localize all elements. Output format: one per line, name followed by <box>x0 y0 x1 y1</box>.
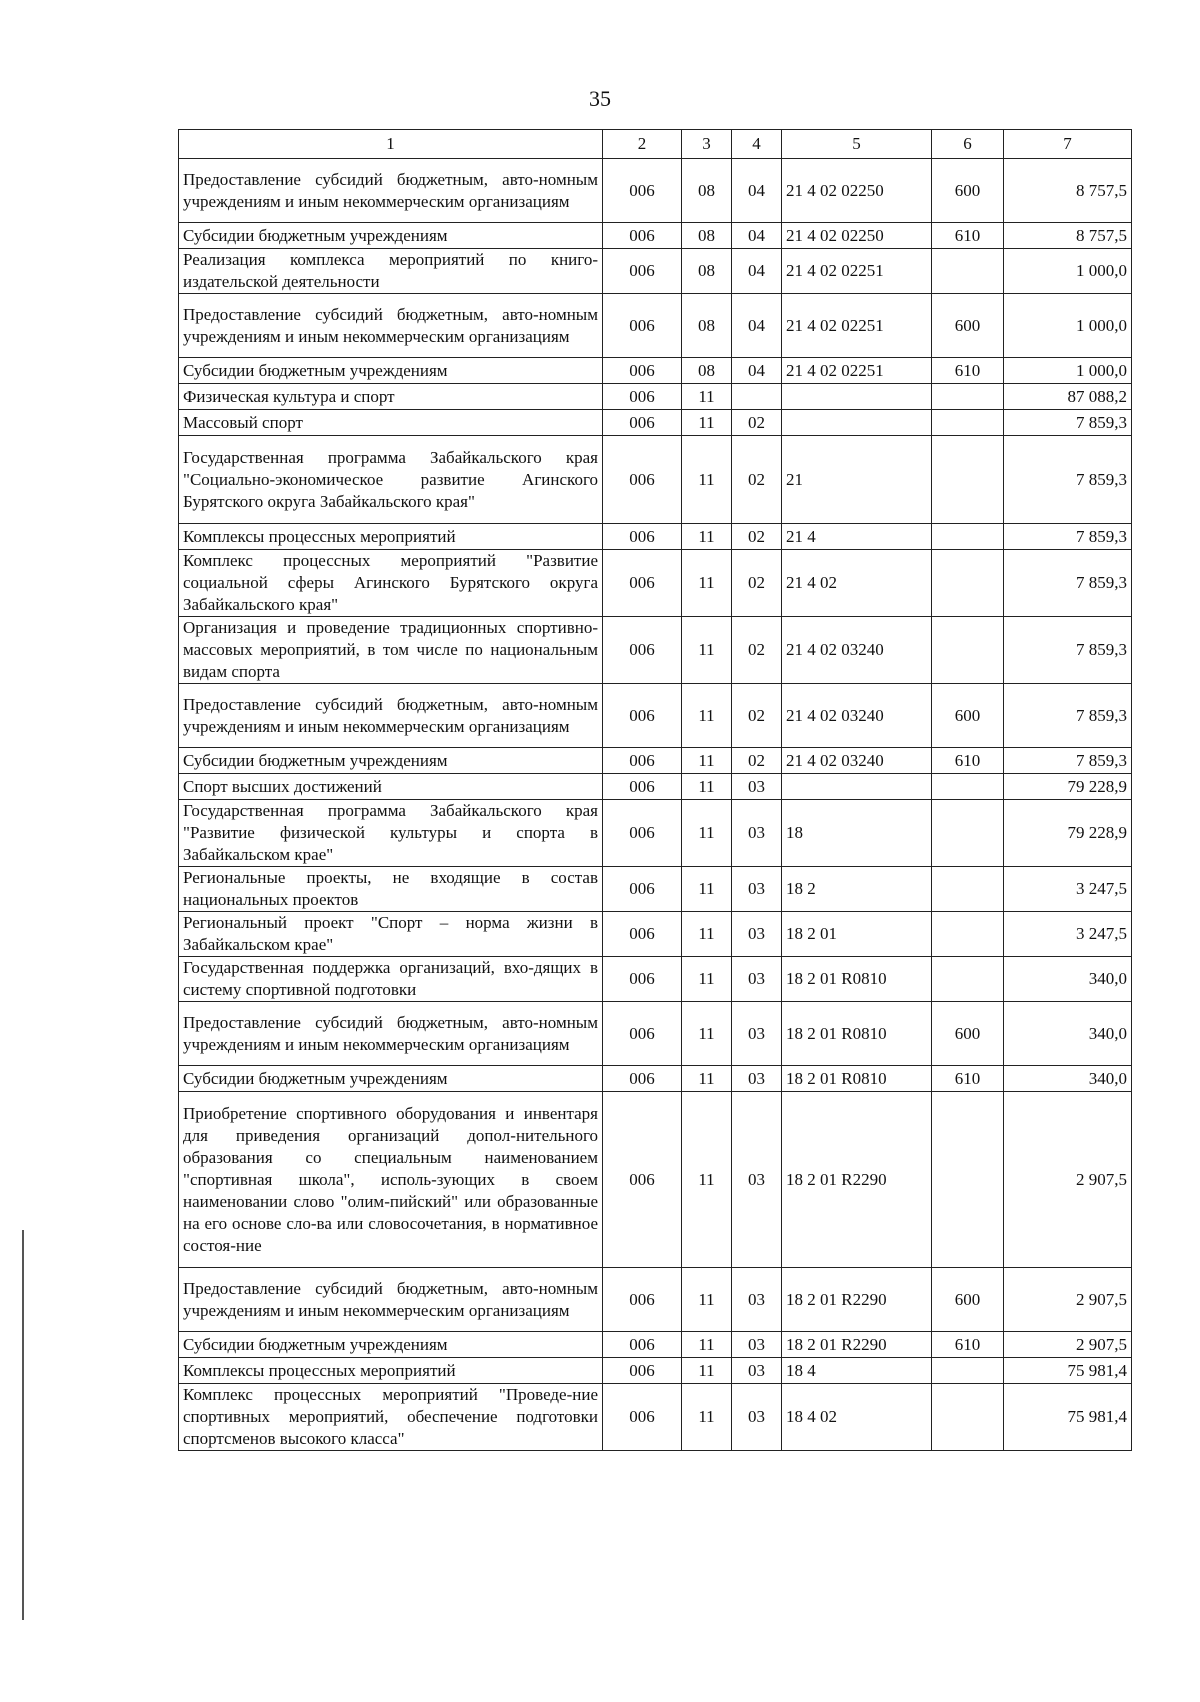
cell-col5: 18 2 01 R2290 <box>782 1268 932 1332</box>
column-header-3: 3 <box>682 130 732 159</box>
cell-col5: 18 4 <box>782 1358 932 1384</box>
cell-name: Приобретение спортивного оборудования и инвентаря для приведения организаций допол-нительного образования со специальным наименованием "спортивная школа", исполь-зующих в своем наименовании слово "олим-пийский" или образованные на его основе сло-ва или словосочетания, в нормативное состоя-ние <box>179 1092 603 1268</box>
cell-col6 <box>932 249 1004 294</box>
cell-col4: 04 <box>732 294 782 358</box>
cell-col2: 006 <box>603 800 682 867</box>
table-row <box>179 358 1132 384</box>
table-row <box>179 748 1132 774</box>
table-row <box>179 1384 1132 1451</box>
cell-col7: 7 859,3 <box>1004 550 1132 617</box>
cell-col7: 7 859,3 <box>1004 436 1132 524</box>
cell-col6: 600 <box>932 1268 1004 1332</box>
cell-col3: 08 <box>682 358 732 384</box>
cell-col5: 18 2 01 R0810 <box>782 957 932 1002</box>
column-header-4: 4 <box>732 130 782 159</box>
cell-col7: 8 757,5 <box>1004 223 1132 249</box>
cell-col4: 02 <box>732 524 782 550</box>
cell-name: Субсидии бюджетным учреждениям <box>179 1066 603 1092</box>
cell-col5: 21 4 02 02251 <box>782 294 932 358</box>
cell-col7: 340,0 <box>1004 1066 1132 1092</box>
cell-col3: 08 <box>682 159 732 223</box>
page-number: 35 <box>589 86 611 111</box>
cell-col7: 2 907,5 <box>1004 1332 1132 1358</box>
table-row <box>179 294 1132 358</box>
cell-col6 <box>932 1092 1004 1268</box>
cell-col2: 006 <box>603 1002 682 1066</box>
cell-col7: 7 859,3 <box>1004 410 1132 436</box>
cell-col3: 11 <box>682 800 732 867</box>
cell-col4: 03 <box>732 912 782 957</box>
cell-col3: 11 <box>682 1002 732 1066</box>
cell-col4: 02 <box>732 748 782 774</box>
cell-col4: 04 <box>732 159 782 223</box>
cell-col3: 11 <box>682 912 732 957</box>
cell-col5: 18 2 01 R2290 <box>782 1332 932 1358</box>
cell-name: Субсидии бюджетным учреждениям <box>179 223 603 249</box>
cell-col2: 006 <box>603 867 682 912</box>
table-row <box>179 384 1132 410</box>
cell-col7: 79 228,9 <box>1004 774 1132 800</box>
cell-name: Государственная поддержка организаций, вхо-дящих в систему спортивной подготовки <box>179 957 603 1002</box>
cell-col3: 11 <box>682 1332 732 1358</box>
cell-col2: 006 <box>603 617 682 684</box>
cell-col3: 11 <box>682 867 732 912</box>
cell-col3: 11 <box>682 1066 732 1092</box>
cell-name: Субсидии бюджетным учреждениям <box>179 358 603 384</box>
cell-col7: 7 859,3 <box>1004 617 1132 684</box>
cell-col5: 18 4 02 <box>782 1384 932 1451</box>
cell-col3: 11 <box>682 1384 732 1451</box>
cell-col5: 21 4 02 <box>782 550 932 617</box>
cell-col7: 2 907,5 <box>1004 1092 1132 1268</box>
cell-name: Реализация комплекса мероприятий по книго-издательской деятельности <box>179 249 603 294</box>
cell-col2: 006 <box>603 410 682 436</box>
cell-col2: 006 <box>603 1066 682 1092</box>
cell-col4: 04 <box>732 249 782 294</box>
table-body <box>179 159 1132 1451</box>
table-row <box>179 223 1132 249</box>
cell-col2: 006 <box>603 1384 682 1451</box>
cell-col3: 11 <box>682 410 732 436</box>
cell-col5: 21 <box>782 436 932 524</box>
cell-col3: 11 <box>682 748 732 774</box>
table-row <box>179 774 1132 800</box>
cell-col6: 610 <box>932 748 1004 774</box>
cell-col7: 79 228,9 <box>1004 800 1132 867</box>
cell-col3: 11 <box>682 1092 732 1268</box>
cell-col2: 006 <box>603 223 682 249</box>
cell-col6 <box>932 957 1004 1002</box>
cell-col6 <box>932 524 1004 550</box>
cell-col7: 7 859,3 <box>1004 524 1132 550</box>
cell-name: Предоставление субсидий бюджетным, авто-номным учреждениям и иным некоммерческим организациям <box>179 684 603 748</box>
cell-col7: 3 247,5 <box>1004 912 1132 957</box>
cell-col2: 006 <box>603 1332 682 1358</box>
cell-col5: 18 <box>782 800 932 867</box>
cell-name: Государственная программа Забайкальского края "Развитие физической культуры и спорта в Забайкальском крае" <box>179 800 603 867</box>
table-row <box>179 684 1132 748</box>
cell-col2: 006 <box>603 684 682 748</box>
cell-col4: 03 <box>732 867 782 912</box>
cell-col7: 7 859,3 <box>1004 684 1132 748</box>
cell-col3: 11 <box>682 524 732 550</box>
table-row <box>179 1332 1132 1358</box>
cell-col7: 7 859,3 <box>1004 748 1132 774</box>
cell-name: Региональный проект "Спорт – норма жизни в Забайкальском крае" <box>179 912 603 957</box>
cell-col3: 11 <box>682 774 732 800</box>
cell-col2: 006 <box>603 358 682 384</box>
cell-col6 <box>932 800 1004 867</box>
cell-col7: 75 981,4 <box>1004 1384 1132 1451</box>
cell-col4: 04 <box>732 358 782 384</box>
table-row <box>179 1358 1132 1384</box>
cell-name: Физическая культура и спорт <box>179 384 603 410</box>
cell-col7: 8 757,5 <box>1004 159 1132 223</box>
cell-col5: 21 4 02 03240 <box>782 684 932 748</box>
cell-col2: 006 <box>603 384 682 410</box>
table-row <box>179 550 1132 617</box>
cell-name: Комплекс процессных мероприятий "Проведе-ние спортивных мероприятий, обеспечение подготовки спортсменов высокого класса" <box>179 1384 603 1451</box>
table-row <box>179 1268 1132 1332</box>
cell-col2: 006 <box>603 1268 682 1332</box>
cell-col5 <box>782 774 932 800</box>
cell-col4: 02 <box>732 684 782 748</box>
cell-col4: 03 <box>732 1358 782 1384</box>
table-row <box>179 867 1132 912</box>
cell-col7: 87 088,2 <box>1004 384 1132 410</box>
cell-col2: 006 <box>603 774 682 800</box>
cell-col3: 08 <box>682 249 732 294</box>
cell-col4: 03 <box>732 957 782 1002</box>
cell-col6 <box>932 410 1004 436</box>
cell-name: Предоставление субсидий бюджетным, авто-номным учреждениям и иным некоммерческим организациям <box>179 1268 603 1332</box>
table-row <box>179 249 1132 294</box>
cell-name: Государственная программа Забайкальского края "Социально-экономическое развитие Агинского Бурятского округа Забайкальского края" <box>179 436 603 524</box>
cell-col6: 610 <box>932 1332 1004 1358</box>
table-row <box>179 912 1132 957</box>
table-row <box>179 957 1132 1002</box>
cell-name: Предоставление субсидий бюджетным, авто-номным учреждениям и иным некоммерческим организациям <box>179 294 603 358</box>
cell-col5: 21 4 02 03240 <box>782 617 932 684</box>
cell-col7: 2 907,5 <box>1004 1268 1132 1332</box>
cell-col6: 600 <box>932 684 1004 748</box>
table-row <box>179 1002 1132 1066</box>
cell-col2: 006 <box>603 1092 682 1268</box>
column-header-7: 7 <box>1004 130 1132 159</box>
cell-col4: 04 <box>732 223 782 249</box>
cell-col5: 18 2 01 R0810 <box>782 1066 932 1092</box>
cell-col2: 006 <box>603 294 682 358</box>
cell-name: Организация и проведение традиционных спортивно-массовых мероприятий, в том числе по национальным видам спорта <box>179 617 603 684</box>
cell-col4: 03 <box>732 1002 782 1066</box>
cell-col6 <box>932 384 1004 410</box>
cell-col2: 006 <box>603 436 682 524</box>
cell-col4: 03 <box>732 800 782 867</box>
cell-col4: 03 <box>732 1384 782 1451</box>
cell-col4: 03 <box>732 1268 782 1332</box>
cell-col4: 03 <box>732 1066 782 1092</box>
cell-col7: 1 000,0 <box>1004 358 1132 384</box>
table-row <box>179 436 1132 524</box>
cell-col5: 21 4 02 02250 <box>782 223 932 249</box>
cell-col6 <box>932 774 1004 800</box>
cell-name: Комплексы процессных мероприятий <box>179 524 603 550</box>
table-row <box>179 800 1132 867</box>
cell-col3: 11 <box>682 436 732 524</box>
cell-name: Региональные проекты, не входящие в состав национальных проектов <box>179 867 603 912</box>
cell-col4: 02 <box>732 550 782 617</box>
cell-col7: 1 000,0 <box>1004 294 1132 358</box>
cell-col4: 03 <box>732 774 782 800</box>
cell-name: Массовый спорт <box>179 410 603 436</box>
cell-col5: 18 2 <box>782 867 932 912</box>
cell-col2: 006 <box>603 550 682 617</box>
cell-name: Спорт высших достижений <box>179 774 603 800</box>
column-header-1: 1 <box>179 130 603 159</box>
table-row <box>179 524 1132 550</box>
cell-col5: 21 4 <box>782 524 932 550</box>
cell-col6: 600 <box>932 159 1004 223</box>
cell-col3: 11 <box>682 957 732 1002</box>
column-header-6: 6 <box>932 130 1004 159</box>
cell-col4 <box>732 384 782 410</box>
cell-col2: 006 <box>603 524 682 550</box>
cell-col3: 11 <box>682 617 732 684</box>
cell-col5: 21 4 02 02251 <box>782 249 932 294</box>
column-header-2: 2 <box>603 130 682 159</box>
table-header <box>179 130 1132 159</box>
cell-col5: 18 2 01 R0810 <box>782 1002 932 1066</box>
cell-col3: 08 <box>682 223 732 249</box>
cell-col2: 006 <box>603 748 682 774</box>
cell-col3: 11 <box>682 384 732 410</box>
cell-col2: 006 <box>603 159 682 223</box>
cell-col4: 03 <box>732 1092 782 1268</box>
cell-col7: 3 247,5 <box>1004 867 1132 912</box>
cell-col4: 02 <box>732 617 782 684</box>
table-row <box>179 410 1132 436</box>
cell-col4: 03 <box>732 1332 782 1358</box>
cell-col2: 006 <box>603 1358 682 1384</box>
cell-col6 <box>932 1384 1004 1451</box>
cell-col7: 75 981,4 <box>1004 1358 1132 1384</box>
budget-table <box>178 129 1132 1451</box>
cell-col6 <box>932 617 1004 684</box>
cell-col4: 02 <box>732 410 782 436</box>
cell-col6 <box>932 867 1004 912</box>
header-row <box>179 130 1132 159</box>
cell-col3: 11 <box>682 1268 732 1332</box>
cell-name: Предоставление субсидий бюджетным, авто-номным учреждениям и иным некоммерческим организациям <box>179 1002 603 1066</box>
cell-col3: 11 <box>682 1358 732 1384</box>
table-row <box>179 159 1132 223</box>
scan-edge-line <box>22 1230 24 1620</box>
cell-col7: 340,0 <box>1004 1002 1132 1066</box>
cell-col5: 21 4 02 03240 <box>782 748 932 774</box>
cell-col2: 006 <box>603 957 682 1002</box>
cell-col5: 18 2 01 <box>782 912 932 957</box>
cell-col2: 006 <box>603 912 682 957</box>
cell-name: Субсидии бюджетным учреждениям <box>179 748 603 774</box>
cell-col4: 02 <box>732 436 782 524</box>
cell-col5 <box>782 410 932 436</box>
cell-name: Комплекс процессных мероприятий "Развитие социальной сферы Агинского Бурятского округа Забайкальского края" <box>179 550 603 617</box>
cell-col5: 18 2 01 R2290 <box>782 1092 932 1268</box>
cell-name: Комплексы процессных мероприятий <box>179 1358 603 1384</box>
cell-col5: 21 4 02 02251 <box>782 358 932 384</box>
cell-col6: 600 <box>932 294 1004 358</box>
cell-col3: 08 <box>682 294 732 358</box>
cell-col3: 11 <box>682 684 732 748</box>
table-row <box>179 1092 1132 1268</box>
cell-col6: 600 <box>932 1002 1004 1066</box>
cell-col5 <box>782 384 932 410</box>
cell-col6: 610 <box>932 1066 1004 1092</box>
cell-name: Субсидии бюджетным учреждениям <box>179 1332 603 1358</box>
cell-col6: 610 <box>932 358 1004 384</box>
cell-col6 <box>932 1358 1004 1384</box>
cell-col2: 006 <box>603 249 682 294</box>
table-row <box>179 1066 1132 1092</box>
cell-col7: 340,0 <box>1004 957 1132 1002</box>
cell-col3: 11 <box>682 550 732 617</box>
cell-col6 <box>932 436 1004 524</box>
cell-col6 <box>932 550 1004 617</box>
cell-col6 <box>932 912 1004 957</box>
cell-col6: 610 <box>932 223 1004 249</box>
cell-col7: 1 000,0 <box>1004 249 1132 294</box>
table-row <box>179 617 1132 684</box>
cell-name: Предоставление субсидий бюджетным, авто-номным учреждениям и иным некоммерческим организациям <box>179 159 603 223</box>
cell-col5: 21 4 02 02250 <box>782 159 932 223</box>
column-header-5: 5 <box>782 130 932 159</box>
